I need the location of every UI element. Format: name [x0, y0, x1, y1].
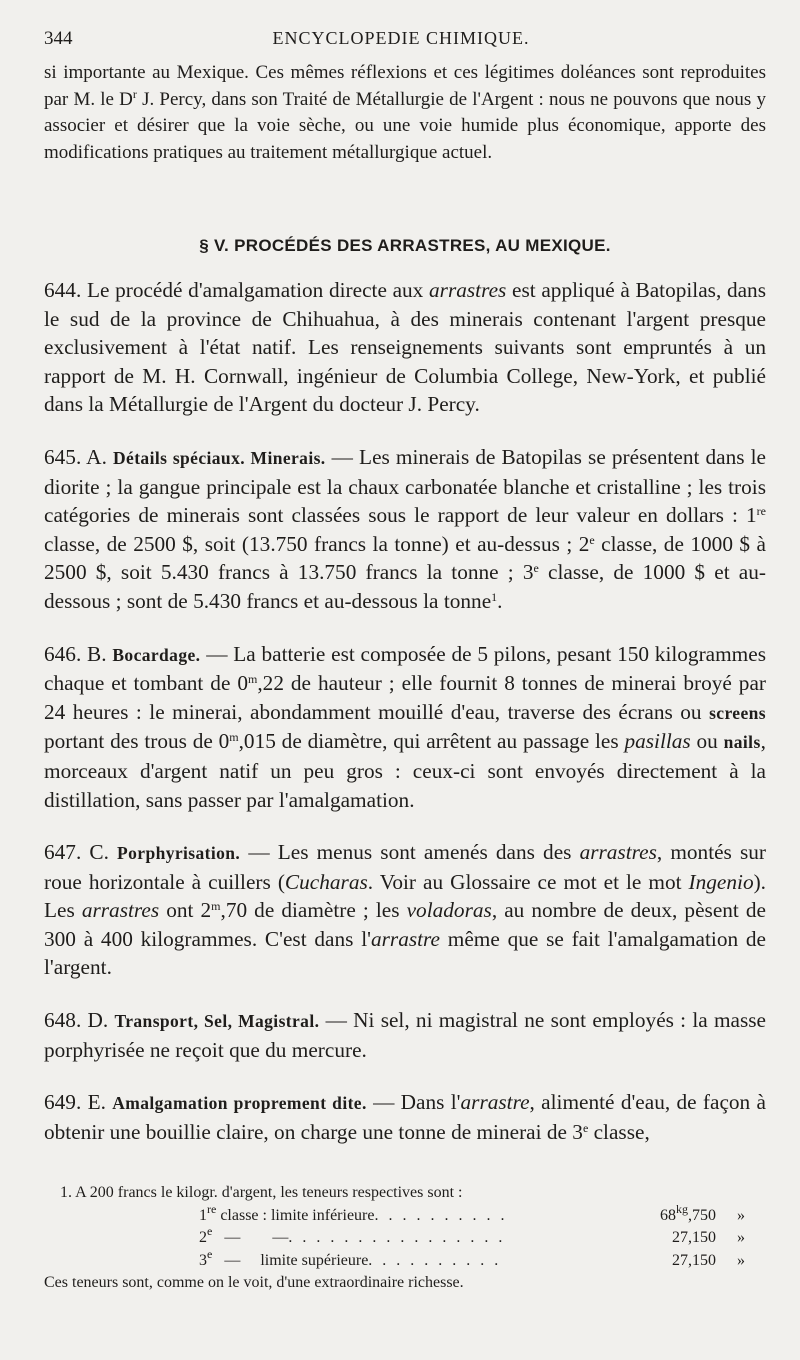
footnote-marker: 1 [491, 589, 498, 604]
footnote-row: 2e — — . . . . . . . . . . . . . . . . 27,150 » [199, 1224, 745, 1246]
running-title: ENCYCLOPEDIE CHIMIQUE. [272, 28, 530, 48]
paragraph-heading: Amalgamation proprement dite. [112, 1093, 367, 1114]
paragraph-646: 646. B. Bocardage. — La batterie est composée de 5 pilons, pesant 150 kilogrammes chaque et tombant de 0$^m$,22 de hauteur ; elle fournit 8 tonnes de minerai broyé par 24 heures : le minerai, abondamment mouillé d'eau, traverse des écrans ou screens portant des trous de 0$^m$,015 de diamètre, qui arrêtent au passage les pasillas ou nails, morceaux d'argent natif un peu gros : ceux-ci sont envoyés directement à la distillation, sans passer par l'amalgamation. [44, 641, 766, 812]
footnote-row: 1re classe : limite inférieure . . . . . . . . . . $68^{kg},750$ » [199, 1201, 745, 1224]
body-text [44, 60, 766, 1146]
intro-paragraph: si importante au Mexique. Ces mêmes réflexions et ces légitimes doléances sont reproduites par M. le $D^r$ J. Percy, dans son Traité de Métallurgie de l'Argent : nous ne pouvons que nous y associer et désirer que la voie sèche, ou une voie humide plus économique, apporte des modifications pratiques au traitement métallurgique actuel. [44, 62, 766, 163]
footnote-closing: Ces teneurs sont, comme on le voit, d'une extraordinaire richesse. [44, 1274, 464, 1291]
paragraph-649: 649. E. Amalgamation proprement dite. — Dans l'arrastre, alimenté d'eau, de façon à obtenir une bouillie claire, on charge une tonne de minerai de 3e classe, [44, 1090, 766, 1144]
paragraph-645: 645. A. Détails spéciaux. Minerais. — Les minerais de Batopilas se présentent dans le diorite ; la gangue principale est la chaux carbonatée blanche et cristalline ; les trois catégories de minerais sont classées sous le rapport de leur valeur en dollars : 1re classe, de 2500 $, soit (13.750 francs la tonne) et au-dessus ; 2e classe, de 1000 $ à 2500 $, soit 5.430 francs à 13.750 francs la tonne ; 3e classe, de 1000 $ et au-dessous ; sont de 5.430 francs et au-dessous la tonne$^1$. [44, 444, 766, 613]
paragraph-heading: Transport, Sel, Magistral. [114, 1011, 320, 1032]
paragraph-heading: Porphyrisation. [117, 843, 241, 864]
paragraph-648: 648. D. Transport, Sel, Magistral. — Ni sel, ni magistral ne sont employés : la masse porphyrisée ne reçoit que du mercure. [44, 1008, 767, 1062]
paragraph-heading: Bocardage. [112, 644, 201, 665]
footnote [44, 1182, 766, 1295]
paragraph-644: 644. Le procédé d'amalgamation directe aux arrastres est appliqué à Batopilas, dans le sud de la province de Chihuahua, à des minerais contenant l'argent presque exclusivement à l'état natif. Les renseignements suivants sont empruntés à un rapport de M. H. Cornwall, ingénieur de Columbia College, New-York, et publié dans la Métallurgie de l'Argent du docteur J. Percy. [44, 278, 766, 417]
footnote-lead: 1. A 200 francs le kilogr. d'argent, les teneurs respectives sont : [60, 1184, 463, 1201]
paragraph-heading: Détails spéciaux. Minerais. [112, 447, 326, 468]
section-heading: § V. PROCÉDÉS DES ARRASTRES, AU MEXIQUE. [199, 236, 611, 255]
page-number: 344 [44, 28, 73, 49]
page-header [44, 28, 758, 54]
footnote-row: 3e — limite supérieure . . . . . . . . . . 27,150 » [199, 1246, 745, 1269]
paragraph-647: 647. C. Porphyrisation. — Les menus sont amenés dans des arrastres, montés sur roue horizontale à cuillers (Cucharas. Voir au Glossaire ce mot et le mot Ingenio). Les arrastres ont 2$^m$,70 de diamètre ; les voladoras, au nombre de deux, pèsent de 300 à 400 kilogrammes. C'est dans l'arrastre même que se fait l'amalgamation de l'argent. [44, 840, 767, 980]
